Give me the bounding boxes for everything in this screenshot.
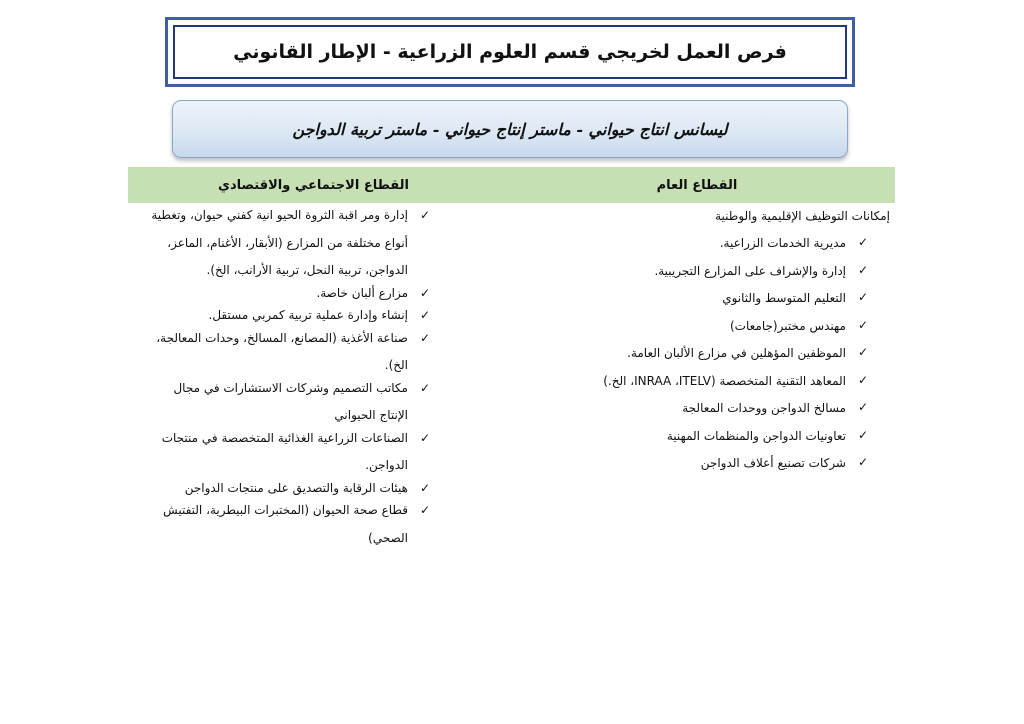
list-item-text: الموظفين المؤهلين في مزارع الألبان العامة.	[627, 346, 846, 360]
check-icon: ✓	[857, 372, 868, 387]
list-item	[150, 380, 430, 430]
check-icon: ✓	[419, 430, 430, 445]
list-item	[150, 502, 430, 552]
check-icon: ✓	[857, 345, 868, 359]
list-item-text: مكاتب التصميم وشركات الاستشارات في مجال الإنتاج الحيواني	[173, 380, 408, 422]
title-box	[165, 17, 855, 87]
list-item	[560, 234, 890, 262]
check-icon: ✓	[857, 235, 868, 249]
check-icon: ✓	[419, 330, 430, 345]
check-icon: ✓	[419, 285, 430, 300]
check-icon: ✓	[419, 308, 430, 322]
list-item	[560, 427, 890, 455]
list-item-text: مسالخ الدواجن ووحدات المعالجة	[682, 401, 846, 415]
list-item	[560, 317, 890, 345]
list-item-text: شركات تصنيع أعلاف الدواجن	[700, 456, 846, 470]
list-item-text: صناعة الأغذية (المصانع، المسالخ، وحدات المعالجة، الخ).	[156, 330, 408, 372]
list-item	[560, 344, 890, 372]
list-item-text: المعاهد التقنية المتخصصة (INRAA ،ITELV، الخ.)	[603, 373, 846, 388]
list-item	[150, 430, 430, 480]
list-item	[560, 372, 890, 400]
title-frame	[173, 25, 847, 79]
check-icon: ✓	[419, 208, 430, 222]
list-item	[560, 399, 890, 427]
list-item-text: تعاونيات الدواجن والمنظمات المهنية	[666, 428, 846, 443]
check-icon: ✓	[857, 400, 868, 414]
public-intro: إمكانات التوظيف الإقليمية والوطنية	[715, 209, 890, 223]
check-icon: ✓	[419, 503, 430, 517]
subtitle-text: ليسانس انتاج حيواني - ماستر إنتاج حيواني - ماستر تربية الدواجن	[292, 119, 728, 139]
page-title: فرص العمل لخريجي قسم العلوم الزراعية - الإطار القانوني	[233, 41, 787, 63]
list-item-text: إنشاء وإدارة عملية تربية كمربي مستقل.	[208, 308, 408, 322]
public-sector-column	[560, 207, 890, 482]
header-socioeconomic-sector: القطاع الاجتماعي والاقتصادي	[218, 177, 409, 193]
header-public-sector: القطاع العام	[656, 177, 738, 193]
socioeconomic-sector-column	[150, 207, 430, 552]
list-item-text: مزارع ألبان خاصة.	[316, 285, 408, 300]
list-item-text: إدارة والإشراف على المزارع التجريبية.	[654, 263, 846, 278]
check-icon: ✓	[857, 262, 868, 277]
list-item	[150, 207, 430, 285]
public-sector-list	[560, 234, 890, 482]
list-item	[560, 289, 890, 317]
socioeconomic-sector-list	[150, 207, 430, 552]
list-item-text: مهندس مختبر(جامعات)	[730, 318, 846, 333]
subtitle-banner	[172, 100, 848, 158]
check-icon: ✓	[857, 290, 868, 304]
check-icon: ✓	[419, 480, 430, 495]
list-item-text: قطاع صحة الحيوان (المختبرات البيطرية، التفتيش الصحي)	[163, 503, 408, 545]
list-item	[150, 330, 430, 380]
list-item-text: الصناعات الزراعية الغذائية المتخصصة في منتجات الدواجن.	[161, 430, 408, 472]
check-icon: ✓	[857, 427, 868, 442]
list-item-text: إدارة ومر اقبة الثروة الحيو انية كفني حيوان، وتغطية أنواع مختلفة من المزارع (الأبقار، الأغنام، الماعز، الدواجن، تربية النحل، تربية الأرانب، الخ).	[151, 208, 408, 277]
list-item-text: التعليم المتوسط والثانوي	[722, 291, 846, 305]
list-item	[560, 262, 890, 290]
list-item-text: مديرية الخدمات الزراعية.	[719, 236, 846, 250]
check-icon: ✓	[857, 317, 868, 332]
check-icon: ✓	[857, 455, 868, 469]
list-item-text: هيئات الرقابة والتصديق على منتجات الدواجن	[184, 480, 408, 495]
table-header-row	[128, 167, 895, 203]
check-icon: ✓	[419, 380, 430, 395]
list-item	[560, 454, 890, 482]
